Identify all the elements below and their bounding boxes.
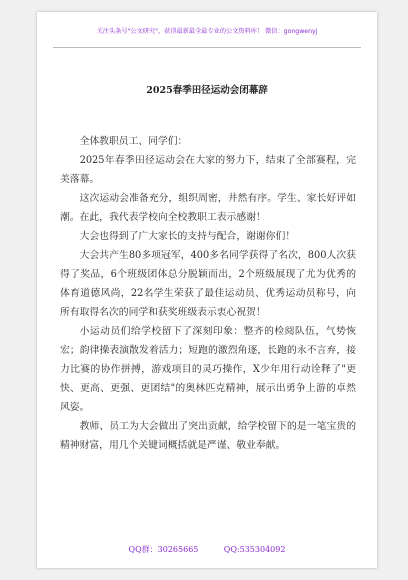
footer-contact: QQ群：30265665 QQ:535304092 (128, 545, 286, 554)
document-title: 2025春季田径运动会闭幕辞 (146, 85, 268, 96)
paragraph: 大会共产生80多项冠军，400多名同学获得了名次，800人次获得了奖品，6个班级团体总分脱颖而出，2个班级展现了尤为优秀的体育道德风尚，22名学生荣获了最佳运动员、优秀运动员称号，向所有取得名次的同学和获奖班级表示衷心祝贺！ (60, 250, 356, 318)
document-page (37, 12, 377, 568)
header-note: 关注头条号"公文研究"，获得最新最全最专业的公文资料库！ 微信：gongwenyj (96, 28, 318, 35)
paragraph-salutation: 全体教职员工、同学们： (79, 136, 188, 147)
paragraph: 2025年春季田径运动会在大家的努力下，结束了全部赛程，完美落幕。 (60, 155, 356, 185)
paragraph: 教师、员工为大会做出了突出贡献，给学校留下的是一笔宝贵的精神财富，用几个关键词概括就是严谨、敬业奉献。 (60, 421, 356, 451)
paragraph: 小运动员们给学校留下了深刻印象：整齐的检阅队伍，气势恢宏；韵律操表演散发着活力；短跑的激烈角逐，长跑的永不言弃，接力比赛的协作拼搏，游戏项目的灵巧操作，X少年用行动诠释了"更快、更高、更强、更团结"的奥林匹克精神，展示出勇争上游的卓然风姿。 (60, 326, 356, 413)
paragraph: 大会也得到了广大家长的支持与配合，谢谢你们！ (79, 231, 296, 242)
document-body (60, 132, 356, 455)
header-divider (53, 47, 361, 48)
paragraph: 这次运动会准备充分，组织周密，井然有序。学生、家长好评如潮。在此，我代表学校向全校教职工表示感谢！ (60, 193, 356, 223)
